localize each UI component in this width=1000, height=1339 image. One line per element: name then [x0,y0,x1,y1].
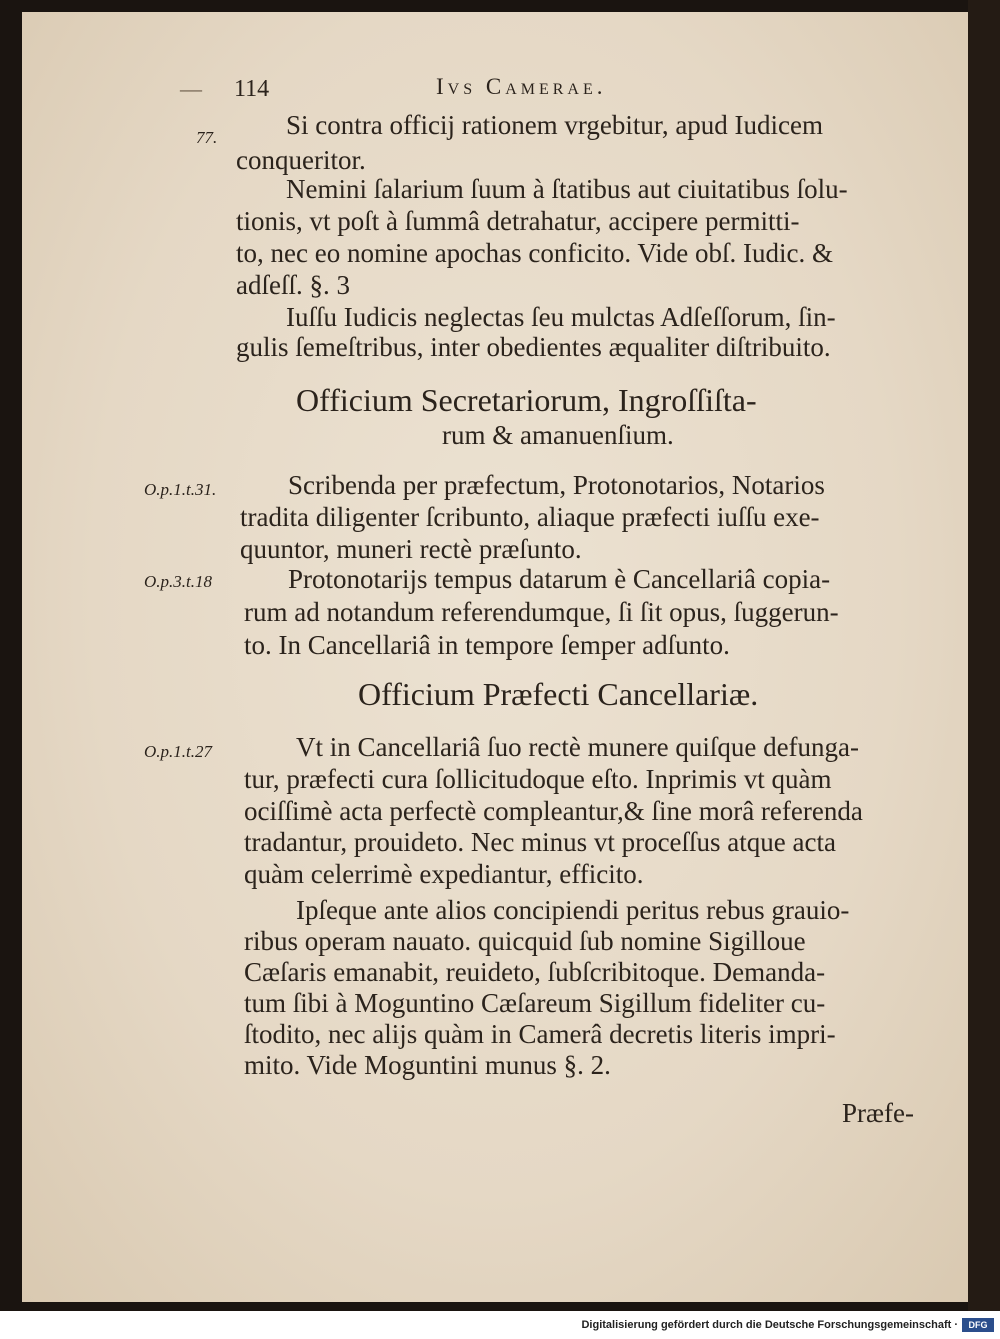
text-line: to, nec eo nomine apochas conficito. Vide obſ. Iudic. & [236,238,833,268]
running-title: Ivs Camerae. [436,74,607,99]
text-line: Cæſaris emanabit, reuideto, ſubſcribitoque. Demanda- [244,957,826,987]
section-heading: Officium Secretariorum, Ingroſſiſta- [296,382,757,418]
text-line: Iuſſu Iudicis neglectas ſeu mulctas Adſeſſorum, ſin- [286,302,836,332]
text-line: Scribenda per præfectum, Protonotarios, Notarios [288,470,825,500]
text-line: tionis, vt poſt à ſummâ detrahatur, accipere permitti- [236,206,800,236]
header-dash: — [180,76,202,101]
catchword: Præfe- [842,1098,914,1128]
scan-edge [968,0,1000,1311]
text-line: ribus operam nauato. quicquid ſub nomine Sigilloue [244,926,806,956]
margin-note: O.p.1.t.27 [144,742,212,761]
margin-note: O.p.3.t.18 [144,572,212,591]
text-line: tradantur, prouideto. Nec minus vt proceſſus atque acta [244,827,836,857]
page-number: 114 [234,76,270,102]
text-line: gulis ſemeſtribus, inter obedientes æqualiter diſtribuito. [236,332,831,362]
text-line: ociſſimè acta perfectè compleantur,& ſine morâ referenda [244,796,863,826]
text-line: Nemini ſalarium ſuum à ſtatibus aut ciuitatibus ſolu- [286,174,848,204]
section-heading-cont: rum & amanuenſium. [442,420,674,450]
text-line: conqueritor. [236,145,366,175]
text-line: adſeſſ. §. 3 [236,270,350,300]
text-line: rum ad notandum referendumque, ſi ſit opus, ſuggerun- [244,597,839,627]
text-line: Protonotarijs tempus datarum è Cancellariâ copia- [288,564,831,594]
text-line: quuntor, muneri rectè præſunto. [240,534,582,564]
margin-note: 77. [196,128,218,147]
margin-note: O.p.1.t.31. [144,480,217,499]
text-line: quàm celerrimè expediantur, efficito. [244,859,644,889]
text-line: to. In Cancellariâ in tempore ſemper adſunto. [244,630,730,660]
footer-bar [0,1311,1000,1339]
text-line: mito. Vide Moguntini munus §. 2. [244,1050,611,1080]
text-line: tradita diligenter ſcribunto, aliaque præfecti iuſſu exe- [240,502,820,532]
footer-credit: Digitalisierung gefördert durch die Deutsche Forschungsgemeinschaft · [581,1319,958,1331]
text-line: Ipſeque ante alios concipiendi peritus rebus grauio- [296,895,850,925]
text-line: Vt in Cancellariâ ſuo rectè munere quiſque defunga- [296,732,860,762]
text-line: tum ſibi à Moguntino Cæſareum Sigillum fideliter cu- [244,988,826,1018]
section-heading: Officium Præfecti Cancellariæ. [358,676,759,712]
text-line: ſtodito, nec alijs quàm in Camerâ decretis literis impri- [244,1019,836,1049]
text-line: Si contra officij rationem vrgebitur, apud Iudicem [286,110,824,140]
dfg-logo-icon: DFG [962,1318,994,1332]
text-line: tur, præfecti cura ſollicitudoque eſto. Inprimis vt quàm [244,764,832,794]
